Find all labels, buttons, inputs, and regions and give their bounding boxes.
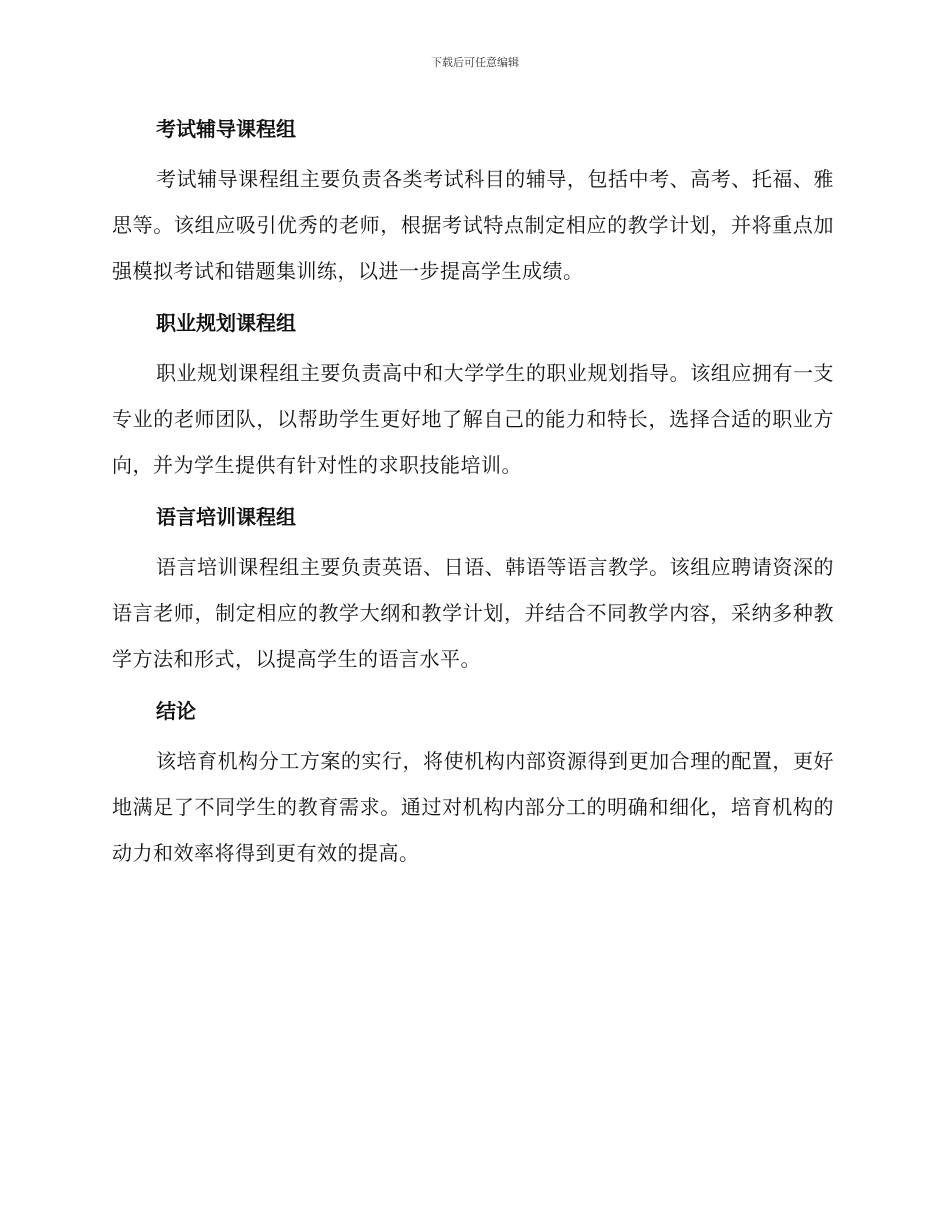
section-conclusion (112, 694, 834, 876)
document-body (112, 112, 834, 888)
section-heading: 职业规划课程组 (156, 311, 296, 335)
section-exam-tutoring (112, 112, 834, 294)
section-paragraph: 该培育机构分工方案的实行，将使机构内部资源得到更加合理的配置，更好地满足了不同学生的教育需求。通过对机构内部分工的明确和细化，培育机构的动力和效率将得到更有效的提高。 (112, 749, 834, 865)
section-heading: 语言培训课程组 (156, 505, 296, 529)
section-language-training (112, 500, 834, 682)
section-heading: 考试辅导课程组 (156, 117, 296, 141)
section-paragraph: 语言培训课程组主要负责英语、日语、韩语等语言教学。该组应聘请资深的语言老师，制定相应的教学大纲和教学计划，并结合不同教学内容，采纳多种教学方法和形式，以提高学生的语言水平。 (112, 555, 834, 671)
section-career-planning (112, 306, 834, 488)
section-paragraph: 考试辅导课程组主要负责各类考试科目的辅导，包括中考、高考、托福、雅思等。该组应吸引优秀的老师，根据考试特点制定相应的教学计划，并将重点加强模拟考试和错题集训练，以进一步提高学生成绩。 (112, 167, 834, 283)
section-paragraph: 职业规划课程组主要负责高中和大学学生的职业规划指导。该组应拥有一支专业的老师团队，以帮助学生更好地了解自己的能力和特长，选择合适的职业方向，并为学生提供有针对性的求职技能培训。 (112, 361, 834, 477)
page-header-note: 下载后可任意编辑 (431, 56, 519, 69)
section-heading: 结论 (156, 699, 196, 723)
